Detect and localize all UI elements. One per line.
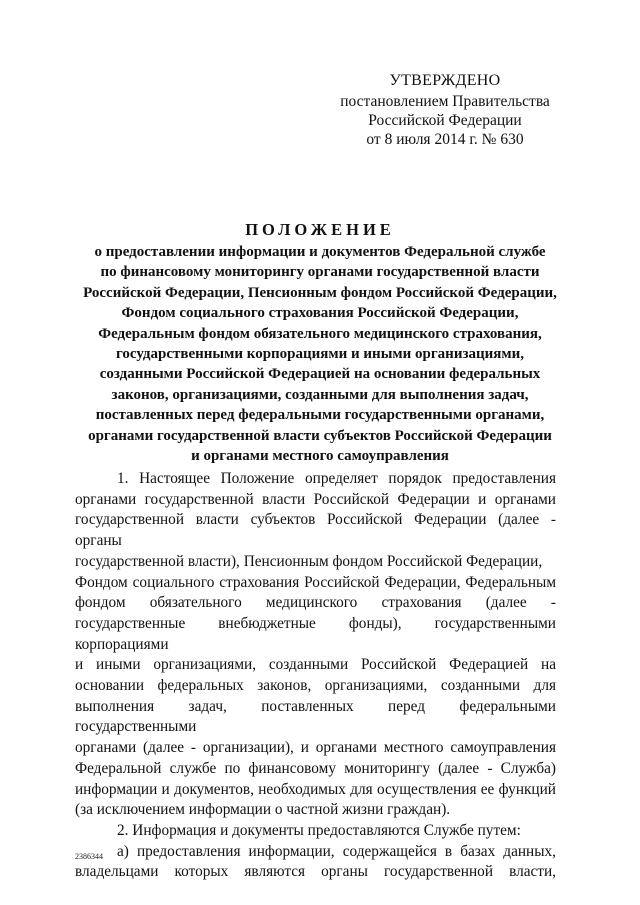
body-line: а) предоставления информации, содержащейся в базах данных, [117,842,556,860]
paragraph-2 [75,821,556,842]
body-line: и иными организациями, созданными Российской Федерацией на [75,656,556,674]
approval-line: Российской Федерации [368,112,522,129]
document-title-block [40,219,600,466]
approval-heading: УТВЕРЖДЕНО [389,72,501,89]
body-line: государственной власти), Пенсионным фондом Российской Федерации, [75,552,543,570]
subtitle-line: о предоставлении информации и документов Федеральной службе [94,244,546,260]
body-line: (за исключением информации о частной жизни граждан). [75,801,451,819]
body-line: фондом обязательного медицинского страхования (далее - [75,594,556,612]
document-body [75,469,556,883]
subtitle-line: и органами местного самоуправления [191,448,449,465]
subtitle-line: органами государственной власти субъектов Российской Федерации [88,427,552,444]
subtitle-line: поставленных перед федеральными государственными органами, [95,407,545,424]
body-line: государственной власти субъектов Российской Федерации (далее - органы [75,511,556,550]
approval-stamp [330,70,560,149]
body-line: выполнения задач, поставленных перед федеральными государственными [75,697,556,736]
subtitle-line: созданными Российской Федерацией на основании федеральных [99,366,541,383]
document-title: ПОЛОЖЕНИЕ [245,220,395,239]
body-line: Федеральной службе по финансовому мониторингу (далее - Служба) [75,759,556,777]
body-line: владельцами которых являются органы государственной власти, [75,863,556,881]
subtitle-line: Федеральным фондом обязательного медицинского страхования, [98,325,542,342]
body-line: 2. Информация и документы предоставляются Службе путем: [117,821,521,839]
body-line: 1. Настоящее Положение определяет порядок предоставления [117,470,556,487]
subtitle-line: Фондом социального страхования Российской Федерации, [121,305,519,322]
body-line: государственные внебюджетные фонды), государственными корпорациями [75,614,556,653]
subtitle-line: государственными корпорациями и иными организациями, [115,346,525,363]
subtitle-line: Российской Федерации, Пенсионным фондом Российской Федерации, [83,284,557,301]
paragraph-3 [75,842,556,883]
subtitle-line: по финансовому мониторингу органами государственной власти [100,264,540,281]
document-code: 2386344 [75,852,103,861]
body-line: органами (далее - организации), и органами местного самоуправления [75,739,556,757]
subtitle-line: законов, организациями, созданными для выполнения задач, [111,386,529,403]
body-line: информации и документов, необходимых для осуществления ее функций [75,780,556,798]
approval-line: постановлением Правительства [340,93,550,110]
approval-line: от 8 июля 2014 г. № 630 [366,131,524,148]
body-line: основании федеральных законов, организациями, созданными для [75,677,556,695]
paragraph-1 [75,469,556,821]
body-line: Фондом социального страхования Российской Федерации, Федеральным [75,573,556,591]
body-line: органами государственной власти Российской Федерации и органами [75,490,556,508]
